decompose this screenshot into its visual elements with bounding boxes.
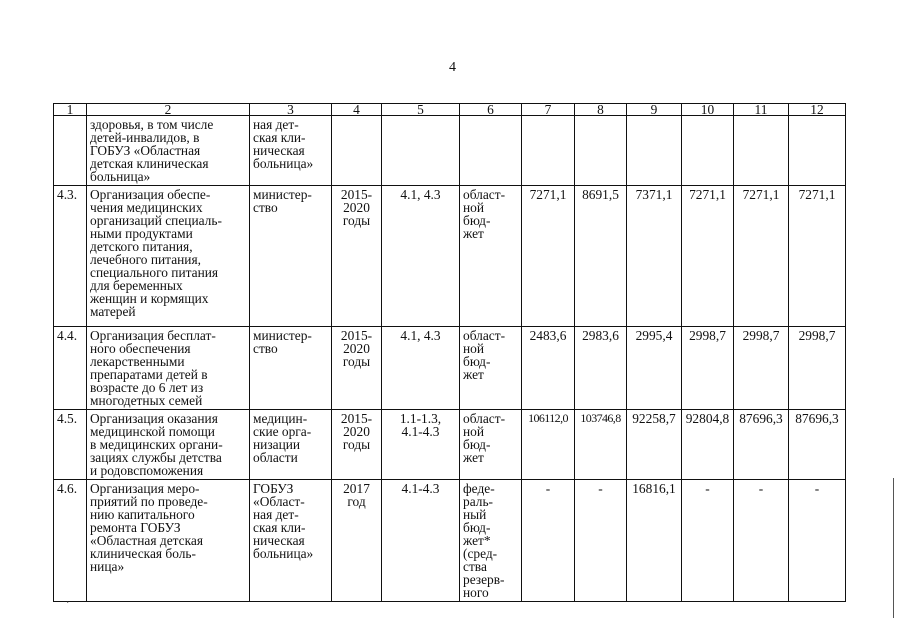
value-col10: 92804,8 — [682, 410, 734, 480]
value-col9: 16816,1 — [627, 480, 682, 602]
value-col8: - — [575, 480, 627, 602]
measure-name: здоровья, в том числе детей-инвалидов, в ГОБУЗ «Областная детская клиническая больница» — [87, 116, 250, 186]
value-col12: 7271,1 — [789, 186, 846, 327]
term: 2015- 2020 годы — [332, 186, 382, 327]
row-number: 4.5. — [54, 410, 87, 480]
value-col11: 2998,7 — [734, 327, 789, 410]
term: 2017 год — [332, 480, 382, 602]
value-col9: 7371,1 — [627, 186, 682, 327]
row-number: 4.3. — [54, 186, 87, 327]
value-col11: 7271,1 — [734, 186, 789, 327]
header-cell: 9 — [627, 104, 682, 116]
funding-source: област- ной бюд- жет — [460, 186, 522, 327]
value-col9: 2995,4 — [627, 327, 682, 410]
funding-source — [460, 116, 522, 186]
row-number: 4.4. — [54, 327, 87, 410]
value-col8: 8691,5 — [575, 186, 627, 327]
value-col7: 2483,6 — [522, 327, 575, 410]
funding-source: феде- раль- ный бюд- жет* (сред- ства резерв- ного — [460, 480, 522, 602]
executor: ная дет- ская кли- ническая больница» — [250, 116, 332, 186]
value-col12 — [789, 116, 846, 186]
header-cell: 7 — [522, 104, 575, 116]
scan-mark: · — [66, 598, 70, 609]
value-col9: 92258,7 — [627, 410, 682, 480]
funding-source: област- ной бюд- жет — [460, 410, 522, 480]
scan-edge-line — [893, 478, 894, 618]
value-col7: 106112,0 — [522, 410, 575, 480]
target-link: 4.1-4.3 — [382, 480, 460, 602]
executor: медицин- ские орга- низации области — [250, 410, 332, 480]
target-link: 4.1, 4.3 — [382, 327, 460, 410]
value-col10: - — [682, 480, 734, 602]
header-cell: 1 — [54, 104, 87, 116]
header-row — [54, 104, 846, 116]
header-cell: 3 — [250, 104, 332, 116]
funding-source: област- ной бюд- жет — [460, 327, 522, 410]
value-col11 — [734, 116, 789, 186]
table-row — [54, 327, 846, 410]
header-cell: 2 — [87, 104, 250, 116]
target-link: 4.1, 4.3 — [382, 186, 460, 327]
header-cell: 11 — [734, 104, 789, 116]
value-col7 — [522, 116, 575, 186]
measure-name: Организация обеспе- чения медицинских организаций специаль- ными продуктами детского питания, лечебного питания, специального питания для беременных женщин и кормящих матерей — [87, 186, 250, 327]
program-table — [53, 103, 846, 602]
value-col12: 87696,3 — [789, 410, 846, 480]
value-col7: - — [522, 480, 575, 602]
value-col8 — [575, 116, 627, 186]
header-cell: 4 — [332, 104, 382, 116]
term: 2015- 2020 годы — [332, 327, 382, 410]
executor: министер- ство — [250, 186, 332, 327]
value-col9 — [627, 116, 682, 186]
value-col8: 2983,6 — [575, 327, 627, 410]
target-link: 1.1-1.3, 4.1-4.3 — [382, 410, 460, 480]
value-col7: 7271,1 — [522, 186, 575, 327]
value-col11: - — [734, 480, 789, 602]
value-col10: 2998,7 — [682, 327, 734, 410]
value-col10 — [682, 116, 734, 186]
value-col12: - — [789, 480, 846, 602]
header-cell: 6 — [460, 104, 522, 116]
value-col11: 87696,3 — [734, 410, 789, 480]
measure-name: Организация меро- приятий по проведе- нию капитального ремонта ГОБУЗ «Областная детская клиническая боль- ница» — [87, 480, 250, 602]
row-number: 4.6. — [54, 480, 87, 602]
page-number: 4 — [449, 60, 456, 75]
table-row — [54, 480, 846, 602]
measure-name: Организация бесплат- ного обеспечения лекарственными препаратами детей в возрасте до 6 лет из многодетных семей — [87, 327, 250, 410]
term: 2015- 2020 годы — [332, 410, 382, 480]
table-row — [54, 186, 846, 327]
value-col12: 2998,7 — [789, 327, 846, 410]
header-cell: 8 — [575, 104, 627, 116]
executor: министер- ство — [250, 327, 332, 410]
measure-name: Организация оказания медицинской помощи в медицинских органи- зациях службы детства и родовспоможения — [87, 410, 250, 480]
header-cell: 12 — [789, 104, 846, 116]
row-number — [54, 116, 87, 186]
table-row — [54, 116, 846, 186]
term — [332, 116, 382, 186]
header-cell: 5 — [382, 104, 460, 116]
value-col8: 103746,8 — [575, 410, 627, 480]
executor: ГОБУЗ «Област- ная дет- ская кли- ническая больница» — [250, 480, 332, 602]
header-cell: 10 — [682, 104, 734, 116]
table-row — [54, 410, 846, 480]
value-col10: 7271,1 — [682, 186, 734, 327]
target-link — [382, 116, 460, 186]
